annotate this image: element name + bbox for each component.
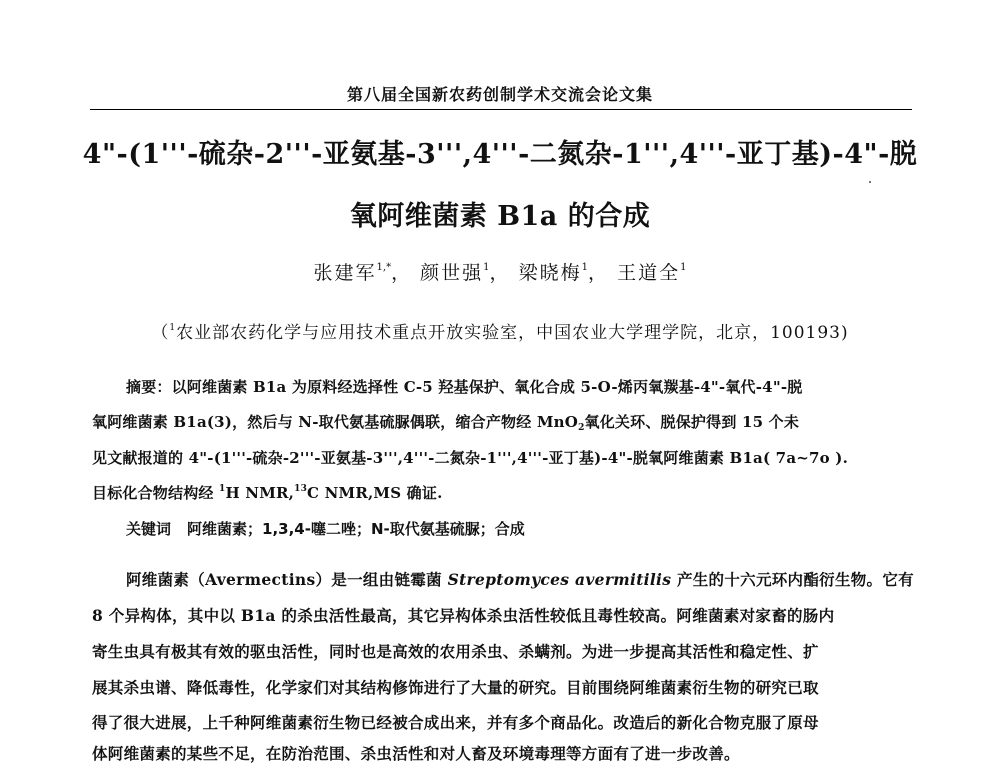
superscript: 1	[219, 484, 226, 494]
header-rule	[90, 109, 912, 110]
scan-speck	[869, 181, 871, 183]
affiliation-open-paren: （	[151, 323, 170, 343]
abstract-text: C NMR,MS 确证.	[307, 484, 443, 502]
superscript: 13	[294, 484, 308, 494]
abstract-line	[92, 482, 912, 503]
body-text: 产生的十六元环内酯衍生物。它有	[671, 570, 914, 589]
author-name: 颜世强	[420, 262, 484, 284]
abstract-text: 氧阿维菌素 B1a(3)，然后与 N-取代氨基硫脲偶联，缩合产物经 MnO	[92, 413, 579, 431]
author-list	[0, 258, 1000, 285]
author-name: 张建军	[313, 262, 377, 284]
body-text: 阿维菌素（Avermectins）是一组由链霉菌	[126, 570, 448, 589]
paper-title-line-1: 4"-(1'''-硫杂-2'''-亚氨基-3''',4'''-二氮杂-1''',4'''-亚丁基)-4"-脱	[82, 139, 918, 170]
species-name: Streptomyces avermitilis	[447, 570, 672, 589]
keywords	[126, 518, 525, 539]
author-separator: ，	[391, 262, 413, 284]
body-line: 得了很大进展，上千种阿维菌素衍生物已经被合成出来，并有多个商品化。改造后的新化合物克服了原母	[92, 713, 819, 732]
affiliation-text: 农业部农药化学与应用技术重点开放实验室，中国农业大学理学院，北京，100193)	[176, 323, 849, 343]
abstract-line: 见文献报道的 4"-(1'''-硫杂-2'''-亚氨基-3''',4'''-二氮杂-1''',4'''-亚丁基)-4"-脱氧阿维菌素 B1a( 7a~7o ).	[92, 449, 848, 467]
paper-title-line-2: 氧阿维菌素 B1a 的合成	[349, 201, 651, 232]
author-separator: ，	[588, 262, 610, 284]
keywords-label: 关键词	[126, 520, 172, 538]
author-affiliation-mark: 1,*	[376, 262, 392, 273]
author-name: 梁晓梅	[518, 262, 582, 284]
abstract-line	[92, 411, 912, 433]
author-affiliation-mark: 1	[680, 262, 687, 273]
author-name: 王道全	[617, 262, 681, 284]
keywords-text: 阿维菌素；1,3,4-噻二唑；N-取代氨基硫脲；合成	[187, 520, 525, 538]
author-affiliation-mark: 1	[483, 262, 490, 273]
body-line: 体阿维菌素的某些不足，在防治范围、杀虫活性和对人畜及环境毒理等方面有了进一步改善。	[92, 744, 740, 763]
affiliation-mark: 1	[169, 323, 177, 333]
author-separator: ，	[489, 262, 511, 284]
author-affiliation-mark: 1	[581, 262, 588, 273]
affiliation	[0, 318, 1000, 343]
abstract-text: 目标化合物结构经	[92, 484, 220, 502]
body-line: 寄生虫具有极其有效的驱虫活性，同时也是高效的农用杀虫、杀螨剂。为进一步提高其活性和稳定性、扩	[92, 642, 819, 661]
running-header: 第八届全国新农药创制学术交流会论文集	[346, 85, 653, 104]
abstract-line: 摘要：以阿维菌素 B1a 为原料经选择性 C-5 羟基保护、氧化合成 5-O-烯丙氧羰基-4"-氧代-4"-脱	[126, 378, 803, 396]
body-line	[126, 568, 912, 590]
abstract-text: 氧化关环、脱保护得到 15 个未	[584, 413, 800, 431]
body-line: 8 个异构体，其中以 B1a 的杀虫活性最高，其它异构体杀虫活性较低且毒性较高。阿维菌素对家畜的肠内	[92, 606, 835, 625]
abstract-text: H NMR,	[225, 484, 295, 502]
body-line: 展其杀虫谱、降低毒性，化学家们对其结构修饰进行了大量的研究。目前围绕阿维菌素衍生物的研究已取	[92, 678, 819, 697]
subscript: 2	[578, 423, 585, 433]
